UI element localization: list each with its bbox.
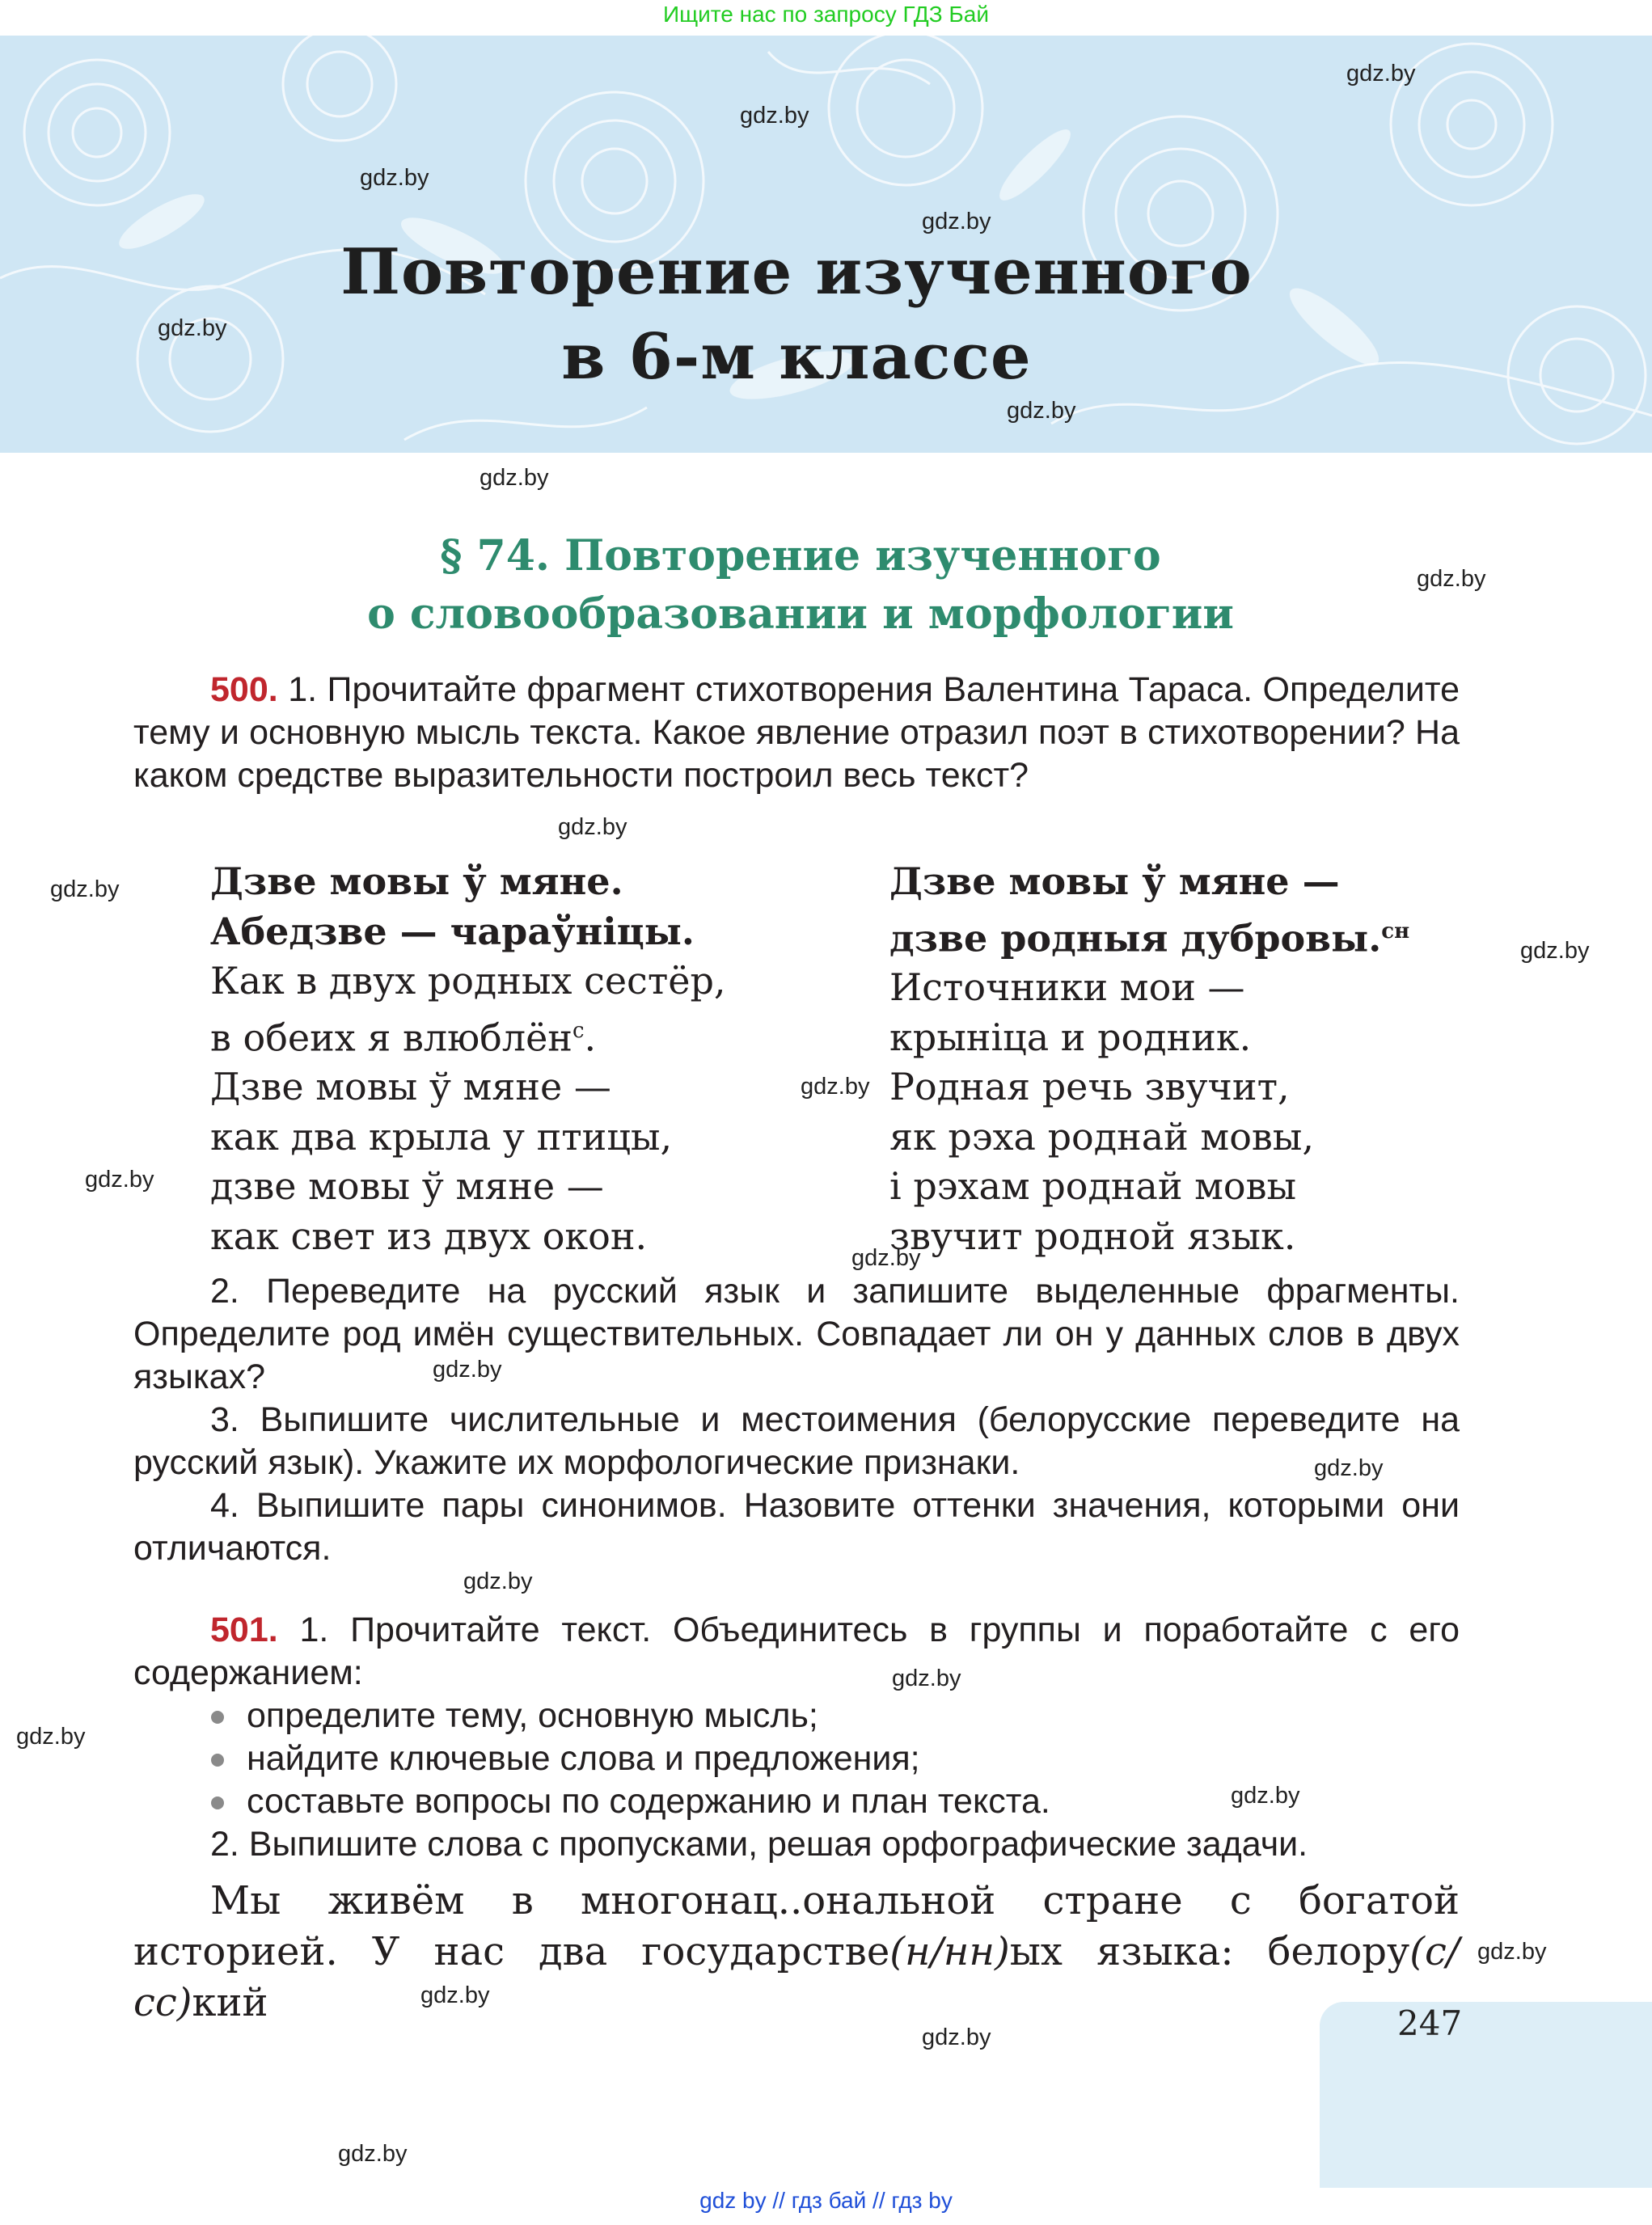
chapter-title-line-2: в 6-м классе: [561, 320, 1032, 394]
chapter-banner: [0, 36, 1652, 453]
poem-line: в обеих я влюблён: [210, 1015, 572, 1059]
exercise-500-task-3: 3. Выпишите числительные и местоимения (белорусские переведите на русский язык). Укажите их морфологические признаки.: [133, 1400, 1460, 1482]
watermark: gdz.by: [740, 103, 809, 129]
poem-line: крыніца и родник.: [889, 1015, 1252, 1059]
watermark: gdz.by: [360, 165, 429, 191]
poem-line: как свет из двух окон.: [210, 1214, 648, 1258]
watermark: gdz.by: [463, 1568, 533, 1594]
poem-line: как два крыла у птицы,: [210, 1114, 673, 1159]
top-search-note: Ищите нас по запросу ГДЗ Бай: [662, 2, 990, 27]
story-text: кий: [192, 1980, 268, 2025]
spelling-gap: (н/нн): [889, 1929, 1010, 1974]
watermark: gdz.by: [922, 209, 991, 234]
list-item: составьте вопросы по содержанию и план текста.: [133, 1780, 1460, 1823]
page-number-tab: [1320, 2002, 1652, 2188]
watermark: gdz.by: [1417, 566, 1486, 592]
poem-line: Родная речь звучит,: [889, 1065, 1290, 1109]
footer-links: gdz by // гдз бай // гдз by: [699, 2188, 953, 2213]
watermark: gdz.by: [1231, 1783, 1300, 1809]
poem-line: і рэхам роднай мовы: [889, 1164, 1297, 1209]
exercise-500-task-2: 2. Переведите на русский язык и запишите выделенные фрагменты. Определите род имён существительных. Совпадает ли он у данных слов в двух языках?: [133, 1272, 1460, 1396]
section-heading-line-1: § 74. Повторение изученного: [440, 531, 1161, 581]
poem-line: звучит родной язык.: [889, 1214, 1296, 1258]
exercise-501-task-1-text: 1. Прочитайте текст. Объединитесь в группы и поработайте с его содержанием:: [133, 1611, 1460, 1692]
watermark: gdz.by: [433, 1357, 502, 1383]
page-number: 247: [1397, 2003, 1463, 2043]
poem-right-column: [889, 857, 1409, 1261]
watermark: gdz.by: [892, 1666, 961, 1691]
section-heading-line-2: о словообразовании и морфологии: [367, 589, 1234, 639]
watermark: gdz.by: [480, 465, 549, 491]
chapter-title: [0, 230, 1593, 399]
exercise-501-task-2: 2. Выпишите слова с пропусками, решая орфографические задачи.: [210, 1825, 1308, 1864]
exercise-501-text: [133, 1876, 1460, 2029]
list-item: определите тему, основную мысль;: [133, 1695, 1460, 1737]
poem-line: Как в двух родных сестёр,: [210, 959, 726, 1003]
section-heading: [243, 527, 1358, 644]
watermark: gdz.by: [158, 315, 227, 341]
watermark: gdz.by: [85, 1167, 154, 1193]
watermark: gdz.by: [16, 1724, 86, 1750]
poem-line: дзве родныя дубровы.: [889, 915, 1382, 960]
watermark: gdz.by: [558, 814, 627, 840]
watermark: gdz.by: [801, 1074, 870, 1100]
poem-line-with-mark: в обеих я влюблён$^с$.: [210, 1015, 597, 1059]
watermark: gdz.by: [1520, 938, 1590, 964]
watermark: gdz.by: [851, 1245, 921, 1271]
poem-line: Дзве мовы ў мяне —: [210, 1065, 611, 1109]
exercise-500-task-4: 4. Выпишите пары синонимов. Назовите оттенки значения, которыми они отличаются.: [133, 1486, 1460, 1568]
spelling-gap: (с/сс): [133, 1929, 1460, 2025]
watermark: gdz.by: [420, 1982, 490, 2008]
story-text: ых языка: белору: [1009, 1929, 1410, 1974]
poem-line-with-mark: [889, 907, 1409, 964]
poem-line: Абедзве — чараўніцы.: [210, 909, 695, 953]
chapter-title-line-1: Повторение изученного: [340, 235, 1253, 309]
poem-line: Источники мои —: [889, 965, 1245, 1010]
watermark: gdz.by: [338, 2141, 408, 2167]
exercise-number: 500.: [210, 670, 278, 709]
watermark: gdz.by: [50, 876, 120, 902]
poem-left-column: [210, 857, 726, 1261]
exercise-501-task-1: [133, 1609, 1460, 1695]
poem-line: Дзве мовы ў мяне.: [210, 859, 623, 903]
poem-line: Дзве мовы ў мяне —: [889, 859, 1340, 903]
exercise-500-task-1-text: 1. Прочитайте фрагмент стихотворения Валентина Тараса. Определите тему и основную мысль текста. Какое явление отразил поэт в стихотворении? На каком средстве выразительности построил весь текст?: [133, 670, 1460, 795]
poem-line: як рэха роднай мовы,: [889, 1114, 1315, 1159]
footnote-mark: сн: [1381, 918, 1410, 944]
exercise-500-task-1: [133, 669, 1460, 797]
watermark: gdz.by: [922, 2024, 991, 2050]
poem-line: дзве мовы ў мяне —: [210, 1164, 604, 1209]
watermark: gdz.by: [1346, 61, 1416, 87]
watermark: gdz.by: [1314, 1455, 1384, 1481]
watermark: gdz.by: [1477, 1939, 1547, 1965]
story-text: Мы живём в многонац..ональной стране с богатой историей. У нас два государстве: [133, 1878, 1460, 1974]
exercise-number: 501.: [210, 1611, 278, 1649]
footnote-mark: с: [572, 1018, 585, 1043]
exercise-501-bullets: [133, 1695, 1460, 1823]
watermark: gdz.by: [1007, 398, 1076, 424]
list-item: найдите ключевые слова и предложения;: [133, 1737, 1460, 1780]
